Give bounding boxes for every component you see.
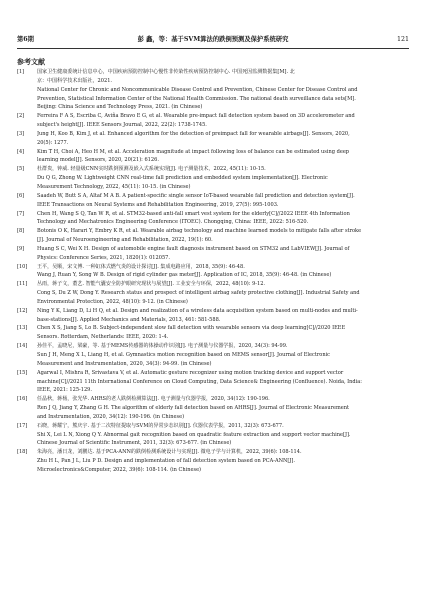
reference-item (17, 369, 409, 396)
page-number: 121 (396, 36, 409, 43)
reference-item (17, 280, 409, 307)
reference-line: IEEE, 2021: 125-129. (37, 387, 92, 394)
reference-number: [2] (17, 113, 25, 120)
reference-item (17, 422, 409, 449)
reference-number: [16] (17, 396, 28, 403)
reference-number: [17] (17, 422, 28, 429)
reference-number: [3] (17, 130, 25, 137)
reference-list (17, 68, 409, 475)
reference-line: Sun J H, Meng X L, Liang H, et al. Gymnastics motion recognition based on MEMS sensor[J]. Journal of Electronic (37, 352, 331, 358)
reference-line: 石晓，蒋耀宁，熊庆宇. 基于二次特征提取与SVM的异常步态识别[J]. 仪器仪表学报，2011, 32(3): 673-677. (37, 422, 284, 429)
reference-line: 任晶秋，蒋杨，张光华. AHRS的老人跌倒检测算法[J]. 电子测量与仪器学报，2020, 34(12): 190-196. (37, 396, 270, 403)
reference-number: [1] (17, 69, 25, 75)
reference-line: Chen X S, Jiang S, Lo B. Subject-independent slow fall detection with wearable sensors via deep learning[C]//2020 IEEE (37, 325, 346, 332)
reference-line: Environmental Protection, 2022, 48(10): 9-12. (in Chinese) (37, 298, 188, 305)
reference-line: 王平，吴顺，宋文博. 一种缸体式燃气炎的设计探讨[J]. 集成电路应用，2018, 35(9): 46-48. (37, 263, 245, 270)
reference-line: 丛雨，蒋子文，董艺. 智能气囊安全防护眼研究现状与展望[J]. 工业安全与环保，2022, 48(10): 9-12. (37, 281, 266, 288)
reference-item (17, 112, 409, 130)
reference-item (17, 245, 409, 263)
reference-line: Physics: Conference Series, 2021, 1820(1): 012057. (37, 254, 170, 261)
reference-line: Ferreira F A S, Escriba C, Aviña Bravo E G, et al. Wearable pre-impact fall detection system based on 3D accelerometer and (37, 113, 355, 120)
reference-line: Cong S, Du Z W, Dong Y. Research status and prospect of intelligent airbag safety protective clothing[J]. Industrial Safety and (37, 290, 360, 297)
reference-line: machine[C]//2021 11th International Conference on Cloud Computing, Data Science& Engineering (Confluence). Noida, India: (37, 378, 362, 385)
reference-item (17, 210, 409, 228)
reference-line: Saadeh W, Butt S A, Altaf M A B. A patient-specific single sensor IoT-based wearable fall prediction and detection system[J]. (37, 192, 355, 199)
reference-number: [15] (17, 369, 28, 376)
reference-item (17, 68, 409, 112)
reference-item (17, 324, 409, 342)
reference-line: 朱海亮，潘日龙，刘鹏达. 基于PCA-ANN的跌倒检测系统设计与实现[J]. 微电子学与计算机，2022, 39(6): 108-114. (37, 449, 302, 456)
reference-line: IEEE Transactions on Neural Systems and Rehabilitation Engineering, 2019, 27(5): 995-1003. (37, 201, 279, 208)
reference-line: Technology and Mechatronics Engineering Conference (ITOEC). Chongqing, China: IEEE, 2022: 516-520. (37, 219, 309, 226)
reference-line: Ren J Q, Jiang Y, Zhang G H. The algorithm of elderly fall detection based on AHRS[J]. Journal of Electronic Measurement (37, 405, 350, 412)
section-title: 参考文献 (17, 58, 45, 66)
reference-line: base-stations[J]. Applied Mechanics and Materials, 2013, 461: 581-588. (37, 316, 221, 323)
reference-line: Prevention, Statistical Information Center of the National Health Commission. The national death surveillance data sets[M]. (37, 95, 356, 102)
running-title: 彭 鑫，等：基于SVM算法的跌倒预测及保护系统研究 (137, 36, 289, 43)
reference-number: [5] (17, 166, 25, 173)
reference-line: 京：中国科学技术出版社，2021. (37, 77, 113, 84)
running-header (17, 34, 409, 49)
reference-item (17, 307, 409, 325)
reference-item (17, 165, 409, 192)
reference-item (17, 192, 409, 210)
reference-line: Chen H, Wang S Q, Tan W R, et al. STM32-based anti-fall smart vest system for the elderly[C]//2022 IEEE 4th Information (37, 210, 350, 217)
reference-line: Sensors. Rotterdam, Netherlands: IEEE, 2020: 1-4. (37, 334, 169, 341)
reference-item (17, 148, 409, 166)
reference-line: 孙佳平，孟晓尼，梁豪，等. 基于MEMS传感器的体操动作识别[J]. 电子测量与仪器学报，2020, 34(3): 94-99. (37, 343, 288, 350)
reference-line: subject's height[J]. IEEE Sensors Journal, 2022, 22(2): 1738-1745. (37, 122, 207, 129)
reference-item (17, 448, 409, 475)
reference-line: Microelectronics&Computer, 2022, 39(6): 108-114. (in Chinese) (37, 466, 202, 473)
reference-line: 国家卫生健康委统计信息中心，中国疾病预防控制中心慢性非传染性疾病预防控制中心. 中国死因监测数据集[M]. 北 (37, 69, 295, 75)
reference-line: Jung H, Koo B, Kim J, et al. Enhanced algorithm for the detection of preimpact fall for wearable airbags[J]. Sensors, 2020, (37, 130, 350, 137)
reference-line: Huang S C, Wei X H. Design of automobile engine fault diagnosis instrument based on STM32 and LabVIEW[J]. Journal of (37, 245, 350, 252)
reference-line: Wang J, Ruan Y, Song W B. Design of rigid cylinder gas meter[J]. Application of IC, 2018, 35(9): 46-48. (in Chinese) (37, 272, 332, 279)
reference-line: National Center for Chronic and Noncommunicable Disease Control and Prevention, Chinese Center for Disease Control and (37, 86, 358, 93)
reference-number: [6] (17, 192, 25, 199)
reference-line: learning model[J]. Sensors, 2020, 20(21): 6126. (37, 157, 159, 164)
reference-item (17, 263, 409, 281)
reference-line: Beijing: China Science and Technology Press, 2021. (in Chinese) (37, 104, 203, 111)
reference-item (17, 130, 409, 148)
reference-number: [10] (17, 263, 28, 270)
reference-line: and Instrumentation, 2020, 34(12): 190-196. (in Chinese) (37, 413, 185, 420)
reference-number: [13] (17, 325, 28, 332)
reference-line: Zhu H L, Pan J L, Liu P D. Design and implementation of fall detection system based on PCA-ANN[J]. (37, 458, 295, 465)
reference-item (17, 395, 409, 422)
reference-line: Botonis O K, Harari Y, Embry K R, et al. Wearable airbag technology and machine learned models to mitigate falls after stroke (37, 228, 362, 235)
reference-number: [14] (17, 343, 28, 350)
reference-line: Agarwal I, Mishra R, Srivastava V, et al. Automatic gesture recognizer using motion tracking device and support vector (37, 369, 344, 376)
reference-line: 杜群贵，钟威. 轻量级CNN实时跌倒预测及嵌入式系统实现[J]. 电子测量技术，2022, 45(11): 10-15. (37, 166, 266, 173)
reference-line: Du Q G, Zhong W. Lightweight CNN real-time fall prediction and embedded system implementation[J]. Electronic (37, 175, 328, 182)
reference-line: Measurement Technology, 2022, 45(11): 10-15. (in Chinese) (37, 183, 191, 190)
reference-line: Shi X, Lei L N, Xiong Q Y. Abnormal gait recognition based on quadratic feature extraction and support vector machine[J]. (37, 431, 351, 438)
reference-number: [9] (17, 245, 25, 252)
reference-line: [J]. Journal of Neuroengineering and Rehabilitation, 2022, 19(1): 60. (37, 237, 213, 244)
reference-number: [12] (17, 307, 28, 314)
reference-line: Kim T H, Choi A, Heo H M, et al. Acceleration magnitude at impact following loss of balance can be estimated using deep (37, 148, 350, 155)
reference-line: Chinese Journal of Scientific Instrument, 2011, 32(3): 673-677. (in Chinese) (37, 440, 232, 447)
reference-number: [7] (17, 210, 25, 217)
reference-line: 20(5): 1277. (37, 139, 69, 146)
reference-item (17, 227, 409, 245)
reference-number: [18] (17, 449, 28, 456)
reference-number: [4] (17, 148, 25, 155)
reference-item (17, 342, 409, 369)
issue-label: 第6期 (17, 36, 34, 43)
reference-line: Ning Y K, Liang D, Li H Q, et al. Design and realization of a wireless data acquisition system based on multi-nodes and multi- (37, 307, 358, 314)
reference-line: Measurement and Instrumentation, 2020, 34(3): 94-99. (in Chinese) (37, 360, 212, 367)
reference-number: [11] (17, 281, 28, 288)
reference-number: [8] (17, 228, 25, 235)
